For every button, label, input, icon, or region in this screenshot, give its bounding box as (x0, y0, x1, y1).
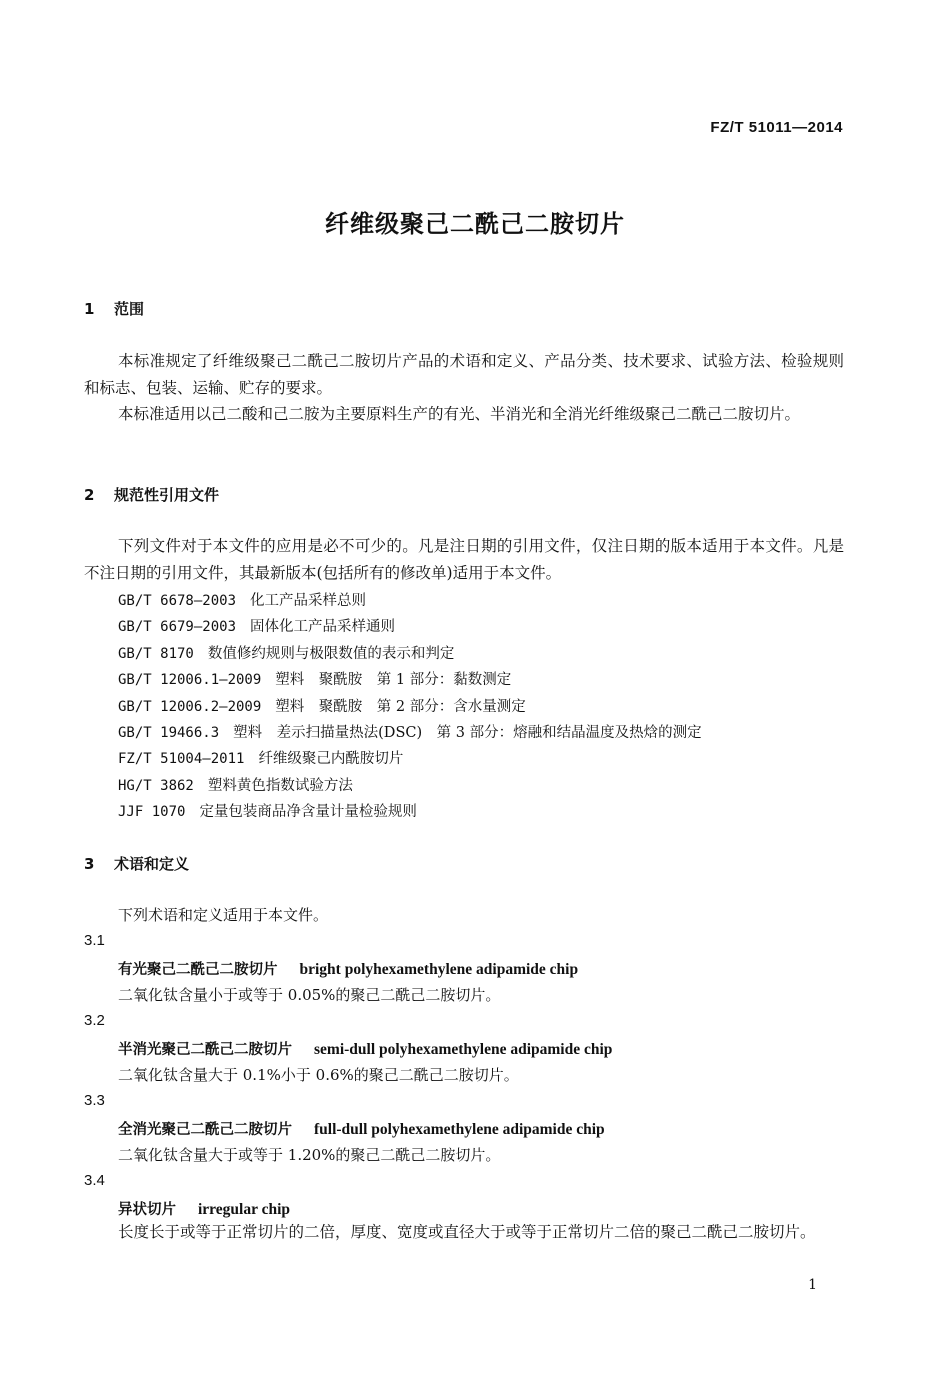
term-en: full-dull polyhexamethylene adipamide chip (314, 1121, 605, 1138)
term-zh: 异状切片 (118, 1202, 176, 1218)
term-number: 3.3 (84, 1092, 105, 1109)
reference-title: 纤维级聚己内酰胺切片 (258, 751, 404, 767)
reference-title: 塑料 聚酰胺 第 2 部分：含水量测定 (275, 699, 526, 715)
reference-title: 化工产品采样总则 (250, 593, 367, 609)
section-number: 3 (84, 855, 95, 873)
reference-code: GB/T 6679—2003 (118, 619, 237, 635)
section-3-heading (84, 853, 189, 874)
term-definition: 长度长于或等于正常切片的二倍，厚度、宽度或直径大于或等于正常切片二倍的聚己二酰己二胺切片。 (118, 1223, 816, 1241)
term-heading (118, 1038, 612, 1059)
references-intro: 下列文件对于本文件的应用是必不可少的。凡是注日期的引用文件，仅注日期的版本适用于本文件。凡是不注日期的引用文件，其最新版本(包括所有的修改单)适用于本文件。 (84, 537, 844, 582)
reference-title: 数值修约规则与极限数值的表示和判定 (207, 646, 455, 662)
document-title: 纤维级聚己二酰己二胺切片 (325, 210, 625, 238)
term-en: bright polyhexamethylene adipamide chip (299, 961, 579, 978)
term-zh: 全消光聚己二酰己二胺切片 (118, 1122, 292, 1138)
reference-code: GB/T 6678—2003 (118, 593, 237, 609)
term-heading (118, 1198, 290, 1219)
section-number: 1 (84, 300, 95, 318)
reference-item (118, 774, 353, 795)
section-number: 2 (84, 486, 95, 504)
reference-code: GB/T 8170 (118, 646, 194, 662)
reference-code: FZ/T 51004—2011 (118, 751, 245, 767)
terms-intro: 下列术语和定义适用于本文件。 (118, 906, 329, 924)
term-definition: 二氧化钛含量大于 0.1%小于 0.6%的聚己二酰己二胺切片。 (118, 1066, 519, 1084)
reference-code: JJF 1070 (118, 804, 186, 820)
reference-item (118, 668, 511, 689)
term-definition: 二氧化钛含量大于或等于 1.20%的聚己二酰己二胺切片。 (118, 1146, 501, 1164)
reference-code: HG/T 3862 (118, 778, 194, 794)
term-number: 3.1 (84, 932, 105, 949)
term-number: 3.2 (84, 1012, 105, 1029)
scope-paragraph-2: 本标准适用以己二酸和己二胺为主要原料生产的有光、半消光和全消光纤维级聚己二酰己二胺切片。 (118, 405, 801, 423)
reference-title: 定量包装商品净含量计量检验规则 (199, 804, 417, 820)
term-number: 3.4 (84, 1172, 105, 1189)
reference-code: GB/T 19466.3 (118, 725, 220, 741)
scope-paragraph-1: 本标准规定了纤维级聚己二酰己二胺切片产品的术语和定义、产品分类、技术要求、试验方法、检验规则和标志、包装、运输、贮存的要求。 (84, 352, 844, 397)
section-title: 术语和定义 (114, 855, 190, 873)
section-1-heading (84, 298, 144, 319)
reference-item (118, 747, 403, 768)
term-en: semi-dull polyhexamethylene adipamide chip (314, 1041, 613, 1058)
term-en: irregular chip (198, 1201, 290, 1218)
reference-title: 塑料 聚酰胺 第 1 部分：黏数测定 (275, 672, 512, 688)
term-zh: 半消光聚己二酰己二胺切片 (118, 1042, 292, 1058)
reference-item (118, 800, 417, 821)
page-number: 1 (808, 1277, 817, 1293)
reference-title: 塑料黄色指数试验方法 (207, 778, 353, 794)
reference-item (118, 589, 366, 610)
reference-title: 固体化工产品采样通则 (250, 619, 396, 635)
standard-code: FZ/T 51011—2014 (710, 119, 843, 136)
section-2-heading (84, 484, 219, 505)
reference-item (118, 721, 702, 742)
section-title: 规范性引用文件 (114, 486, 220, 504)
reference-code: GB/T 12006.2—2009 (118, 699, 262, 715)
section-title: 范围 (114, 300, 145, 318)
reference-item (118, 615, 395, 636)
reference-title: 塑料 差示扫描量热法(DSC) 第 3 部分：熔融和结晶温度及热焓的测定 (233, 725, 702, 741)
term-heading (118, 958, 578, 979)
reference-item (118, 642, 454, 663)
reference-code: GB/T 12006.1—2009 (118, 672, 262, 688)
term-zh: 有光聚己二酰己二胺切片 (118, 962, 278, 978)
term-definition: 二氧化钛含量小于或等于 0.05%的聚己二酰己二胺切片。 (118, 986, 501, 1004)
reference-item (118, 695, 526, 716)
term-heading (118, 1118, 605, 1139)
